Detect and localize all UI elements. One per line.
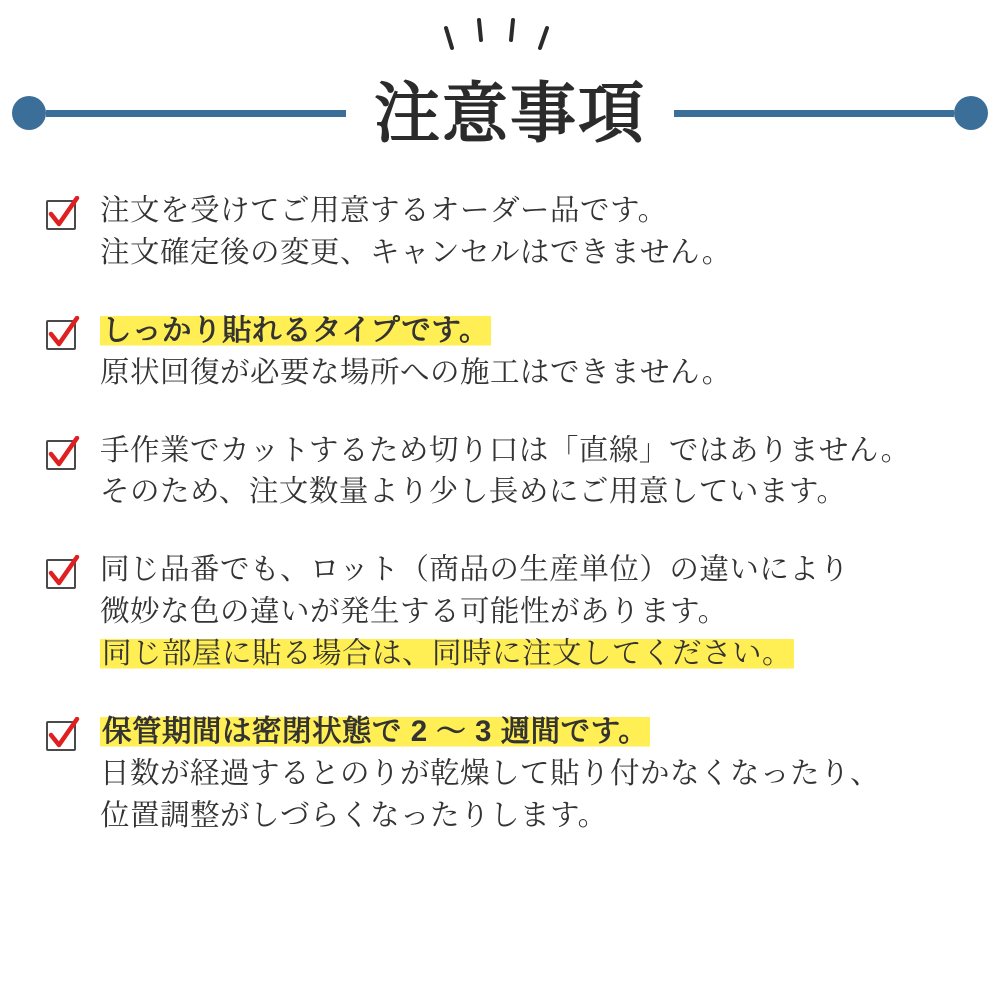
- title-rule-row: [0, 78, 1000, 148]
- checkbox-checked-icon: [44, 717, 82, 755]
- list-item: [44, 310, 960, 394]
- list-item-text: [100, 190, 960, 274]
- notice-list: [44, 190, 960, 873]
- list-item-text: [100, 430, 960, 514]
- list-item-line: そのため、注文数量より少し長めにご用意しています。: [100, 475, 847, 509]
- right-rule: [674, 110, 954, 117]
- list-item-line: 注文確定後の変更、キャンセルはできません。: [100, 235, 732, 269]
- left-rule: [46, 110, 346, 117]
- right-dot-icon: [954, 96, 988, 130]
- list-item-line: 位置調整がしづらくなったりします。: [100, 798, 608, 832]
- checkbox-checked-icon: [44, 436, 82, 474]
- list-item-line-highlighted: [100, 633, 960, 675]
- highlighted-text: しっかり貼れるタイプです。: [102, 313, 490, 347]
- list-item: [44, 190, 960, 274]
- highlighted-text: 保管期間は密閉状態で 2 ～ 3 週間です。: [102, 714, 649, 748]
- page-header: [0, 0, 1000, 175]
- list-item-line-highlighted: [100, 310, 960, 352]
- list-item-line: 注文を受けてご用意するオーダー品です。: [100, 194, 668, 227]
- list-item-text: [100, 711, 960, 837]
- list-item-text: [100, 549, 960, 675]
- sparkle-icon: [0, 18, 1000, 63]
- checkbox-checked-icon: [44, 196, 82, 234]
- list-item: [44, 430, 960, 514]
- checkbox-checked-icon: [44, 316, 82, 354]
- list-item-line-highlighted: [100, 711, 960, 753]
- list-item-line: 同じ品番でも、ロット（商品の生産単位）の違いにより: [100, 553, 850, 587]
- list-item-line: 原状回復が必要な場所への施工はできません。: [100, 355, 732, 389]
- highlighted-text: 同じ部屋に貼る場合は、同時に注文してください。: [102, 637, 793, 670]
- left-dot-icon: [12, 96, 46, 130]
- checkbox-checked-icon: [44, 555, 82, 593]
- list-item-line: 微妙な色の違いが発生する可能性があります。: [100, 595, 728, 629]
- page-title: 注意事項: [374, 76, 646, 150]
- list-item-line: 日数が経過するとのりが乾燥して貼り付かなくなったり、: [100, 756, 881, 790]
- list-item: [44, 711, 960, 837]
- list-item-text: [100, 310, 960, 394]
- list-item-line: 手作業でカットするため切り口は「直線」ではありません。: [100, 433, 911, 467]
- list-item: [44, 549, 960, 675]
